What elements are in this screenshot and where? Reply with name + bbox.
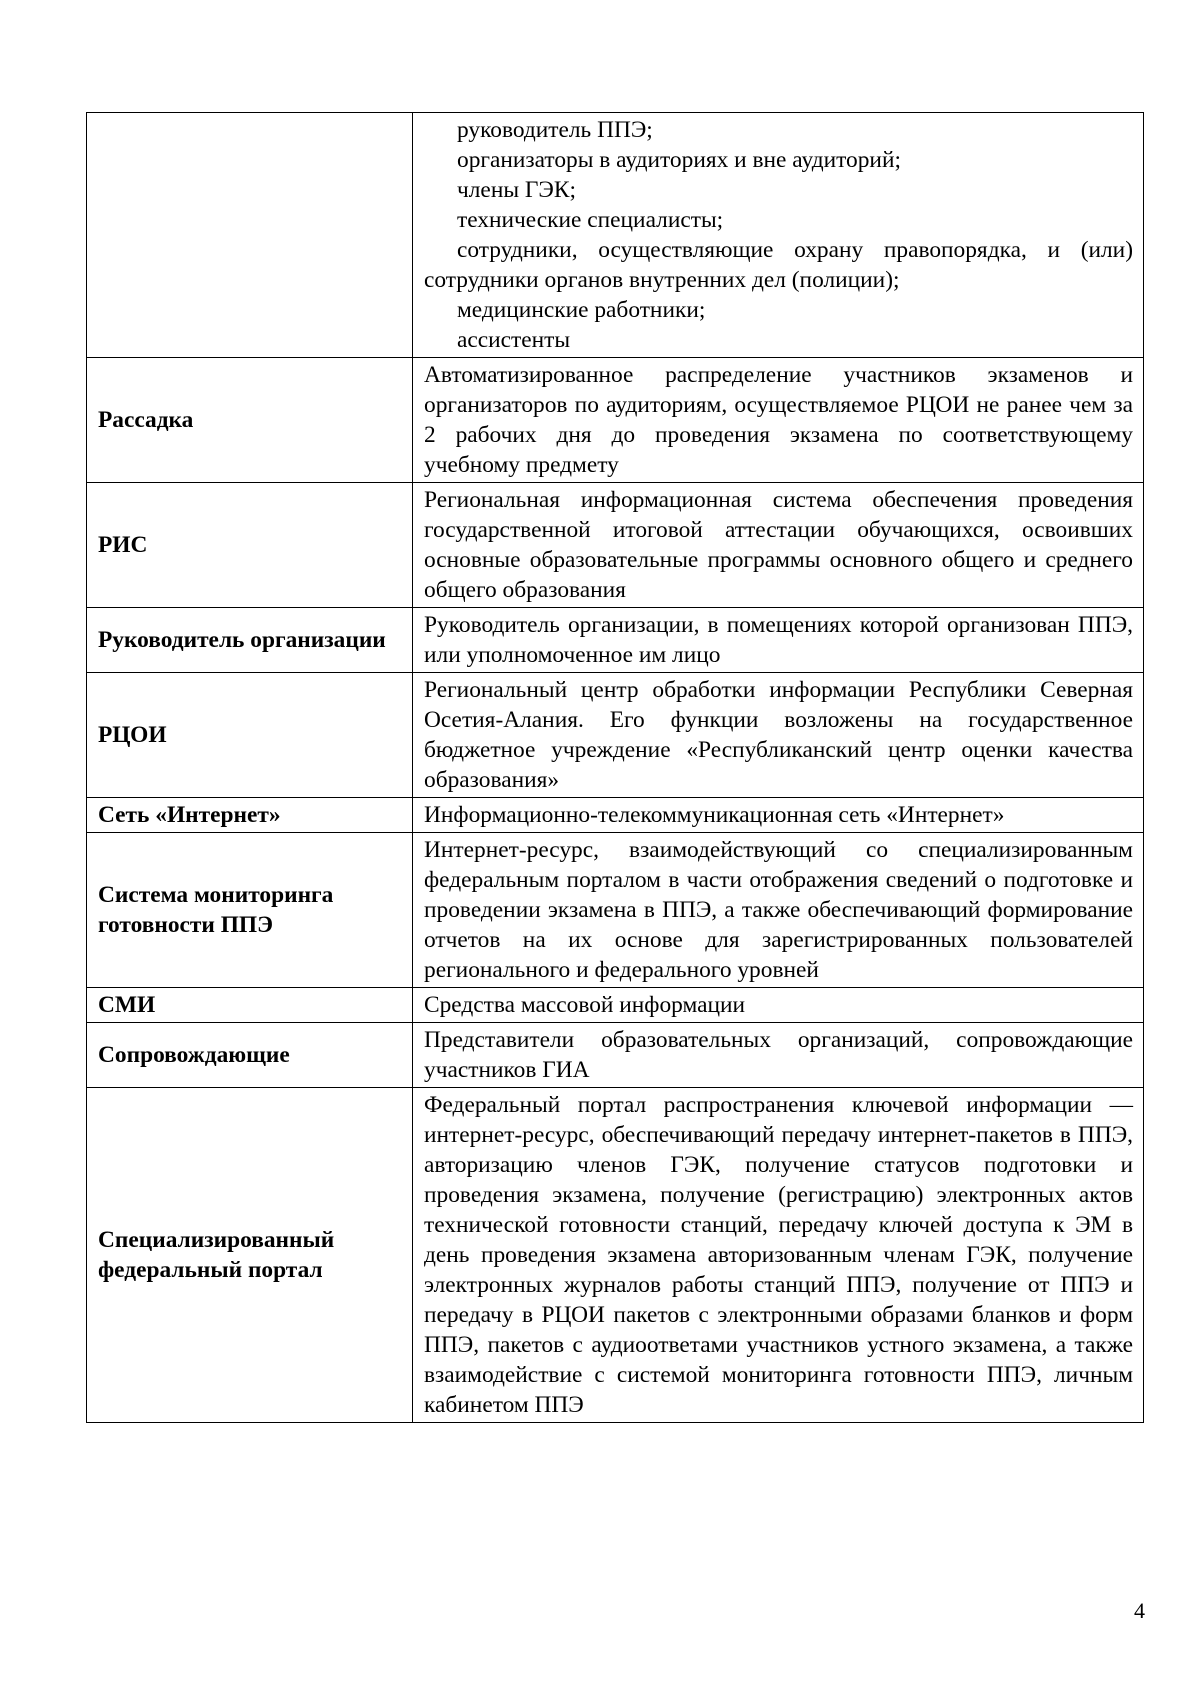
term-cell: РИС [87,483,413,608]
definition-line: руководитель ППЭ; [457,117,653,143]
definition-cell: Федеральный портал распространения ключевой информации — интернет-ресурс, обеспечивающий передачу интернет-пакетов в ППЭ, авторизацию членов ГЭК, получение статусов подготовки и проведения экзамена, получение (регистрацию) электронных актов технической готовности станций, передачу ключей доступа к ЭМ в день проведения экзамена авторизованным членам ГЭК, получение электронных журналов работы станций ППЭ, получение от ППЭ и передачу в РЦОИ пакетов с электронными образами бланков и форм ППЭ, пакетов с аудиоответами участников устного экзамена, а также взаимодействие с системой мониторинга готовности ППЭ, личным кабинетом ППЭ [413,1088,1144,1423]
table-row [87,798,1144,833]
table-row [87,1023,1144,1088]
term-cell: Сеть «Интернет» [87,798,413,833]
definition-cell: Руководитель организации, в помещениях которой организован ППЭ, или уполномоченное им лицо [413,608,1144,673]
term-cell: РЦОИ [87,673,413,798]
definition-line: технические специалисты; [457,207,724,233]
table-row [87,113,1144,358]
term-cell: Рассадка [87,358,413,483]
term-cell: Руководитель организации [87,608,413,673]
term-cell: Система мониторинга готовности ППЭ [87,833,413,988]
definition-cell [413,113,1144,358]
table-row [87,988,1144,1023]
definition-cell: Средства массовой информации [413,988,1144,1023]
term-cell [87,113,413,358]
table-row [87,1088,1144,1423]
definition-line: члены ГЭК; [457,177,576,203]
page-number: 4 [1134,1598,1145,1623]
definition-cell: Представители образовательных организаций, сопровождающие участников ГИА [413,1023,1144,1088]
definition-line: организаторы в аудиториях и вне аудиторий; [457,147,901,173]
table-row [87,608,1144,673]
term-cell: СМИ [87,988,413,1023]
term-cell: Специализированный федеральный портал [87,1088,413,1423]
definition-cell: Региональная информационная система обеспечения проведения государственной итоговой аттестации обучающихся, освоивших основные образовательные программы основного общего и среднего общего образования [413,483,1144,608]
table-row [87,833,1144,988]
table-row [87,358,1144,483]
definition-line: ассистенты [457,327,571,353]
table-row [87,483,1144,608]
definition-line: сотрудники, осуществляющие охрану правопорядка, и (или) сотрудники органов внутренних дел (полиции); [424,237,1133,293]
definition-line: медицинские работники; [457,297,706,323]
definition-cell: Автоматизированное распределение участников экзаменов и организаторов по аудиториям, осуществляемое РЦОИ не ранее чем за 2 рабочих дня до проведения экзамена по соответствующему учебному предмету [413,358,1144,483]
definition-cell: Интернет-ресурс, взаимодействующий со специализированным федеральным порталом в части отображения сведений о подготовке и проведении экзамена в ППЭ, а также обеспечивающий формирование отчетов на их основе для зарегистрированных пользователей регионального и федерального уровней [413,833,1144,988]
definition-cell: Региональный центр обработки информации Республики Северная Осетия-Алания. Его функции возложены на государственное бюджетное учреждение «Республиканский центр оценки качества образования» [413,673,1144,798]
term-cell: Сопровождающие [87,1023,413,1088]
definition-cell: Информационно-телекоммуникационная сеть «Интернет» [413,798,1144,833]
table-row [87,673,1144,798]
glossary-table [86,112,1144,1423]
